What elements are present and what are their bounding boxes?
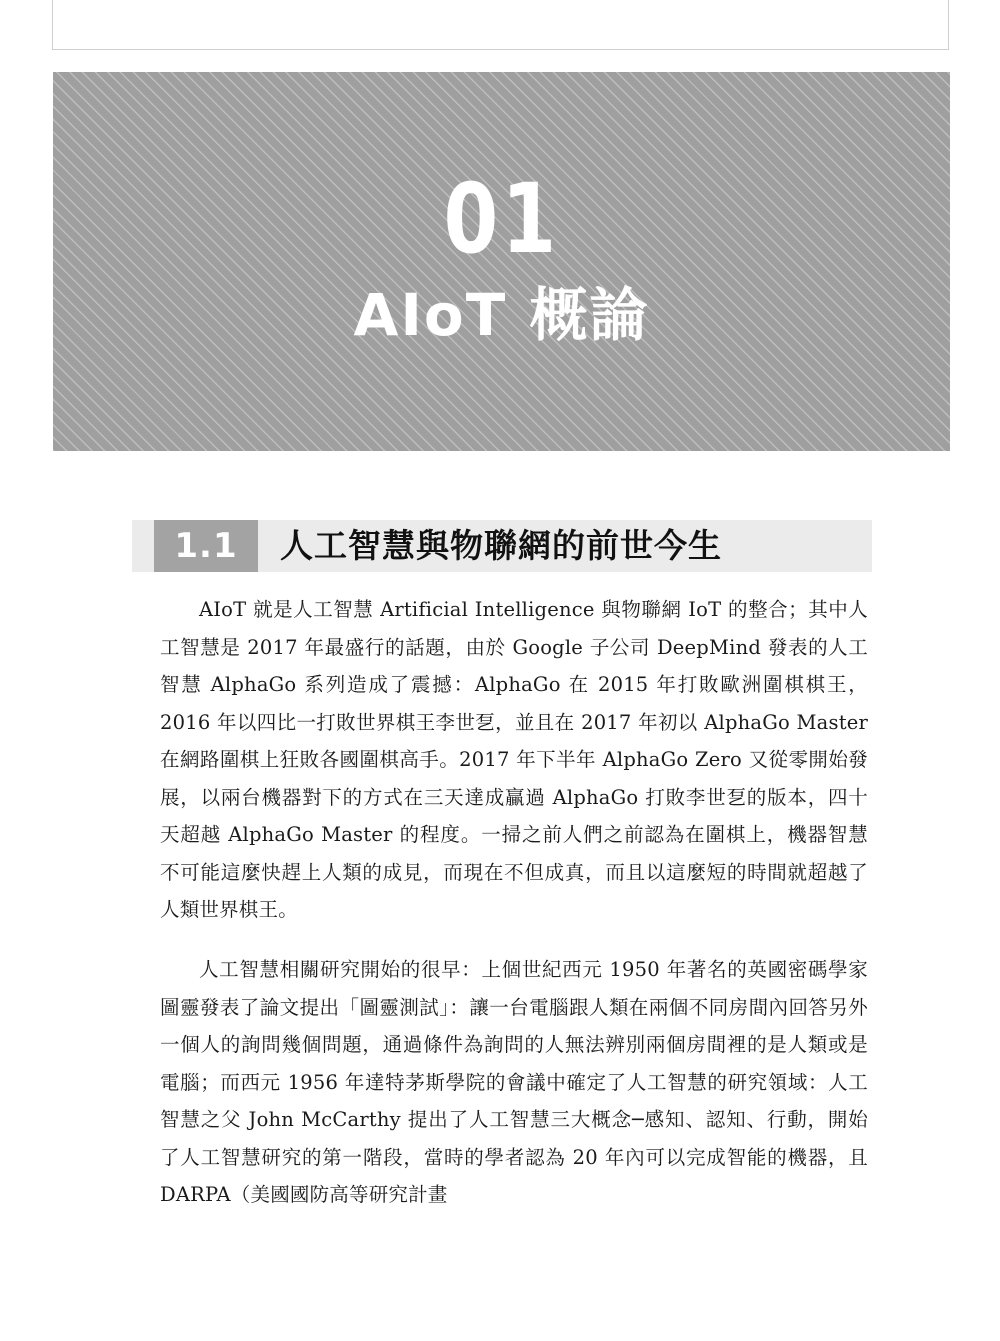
body-paragraph-2-block: [160, 951, 868, 1214]
section-title: 人工智慧與物聯網的前世今生: [280, 526, 722, 565]
section-number: 1.1: [154, 520, 258, 572]
chapter-number: 01: [443, 163, 560, 275]
body-paragraph: 人工智慧相關研究開始的很早：上個世紀西元 1950 年著名的英國密碼學家圖靈發表了論文提出「圖靈測試」：讓一台電腦跟人類在兩個不同房間內回答另外一個人的詢問幾個問題，通過條件為詢問的人無法辨別兩個房間裡的是人類或是電腦；而西元 1956 年達特茅斯學院的會議中確定了人工智慧的研究領域：人工智慧之父 John McCarthy 提出了人工智慧三大概念─感知、認知、行動，開始了人工智慧研究的第一階段，當時的學者認為 20 年內可以完成智能的機器，且 DARPA（美國國防高等研究計畫: [160, 958, 868, 1206]
top-page-frame: [52, 0, 949, 50]
body-paragraph: AIoT 就是人工智慧 Artificial Intelligence 與物聯網 IoT 的整合；其中人工智慧是 2017 年最盛行的話題，由於 Google 子公司 DeepMind 發表的人工智慧 AlphaGo 系列造成了震撼：AlphaGo 在 2015 年打敗歐洲圍棋棋王，2016 年以四比一打敗世界棋王李世乭，並且在 2017 年初以 AlphaGo Master 在網路圍棋上狂敗各國圍棋高手。2017 年下半年 AlphaGo Zero 又從零開始發展，以兩台機器對下的方式在三天達成贏過 AlphaGo 打敗李世乭的版本，四十天超越 AlphaGo Master 的程度。一掃之前人們之前認為在圍棋上，機器智慧不可能這麼快趕上人類的成見，而現在不但成真，而且以這麼短的時間就超越了人類世界棋王。: [160, 598, 868, 921]
section-header: [132, 520, 872, 572]
chapter-banner: [53, 72, 950, 451]
chapter-title: AIoT 概論: [353, 281, 650, 349]
body-paragraph-1-block: [160, 591, 868, 929]
